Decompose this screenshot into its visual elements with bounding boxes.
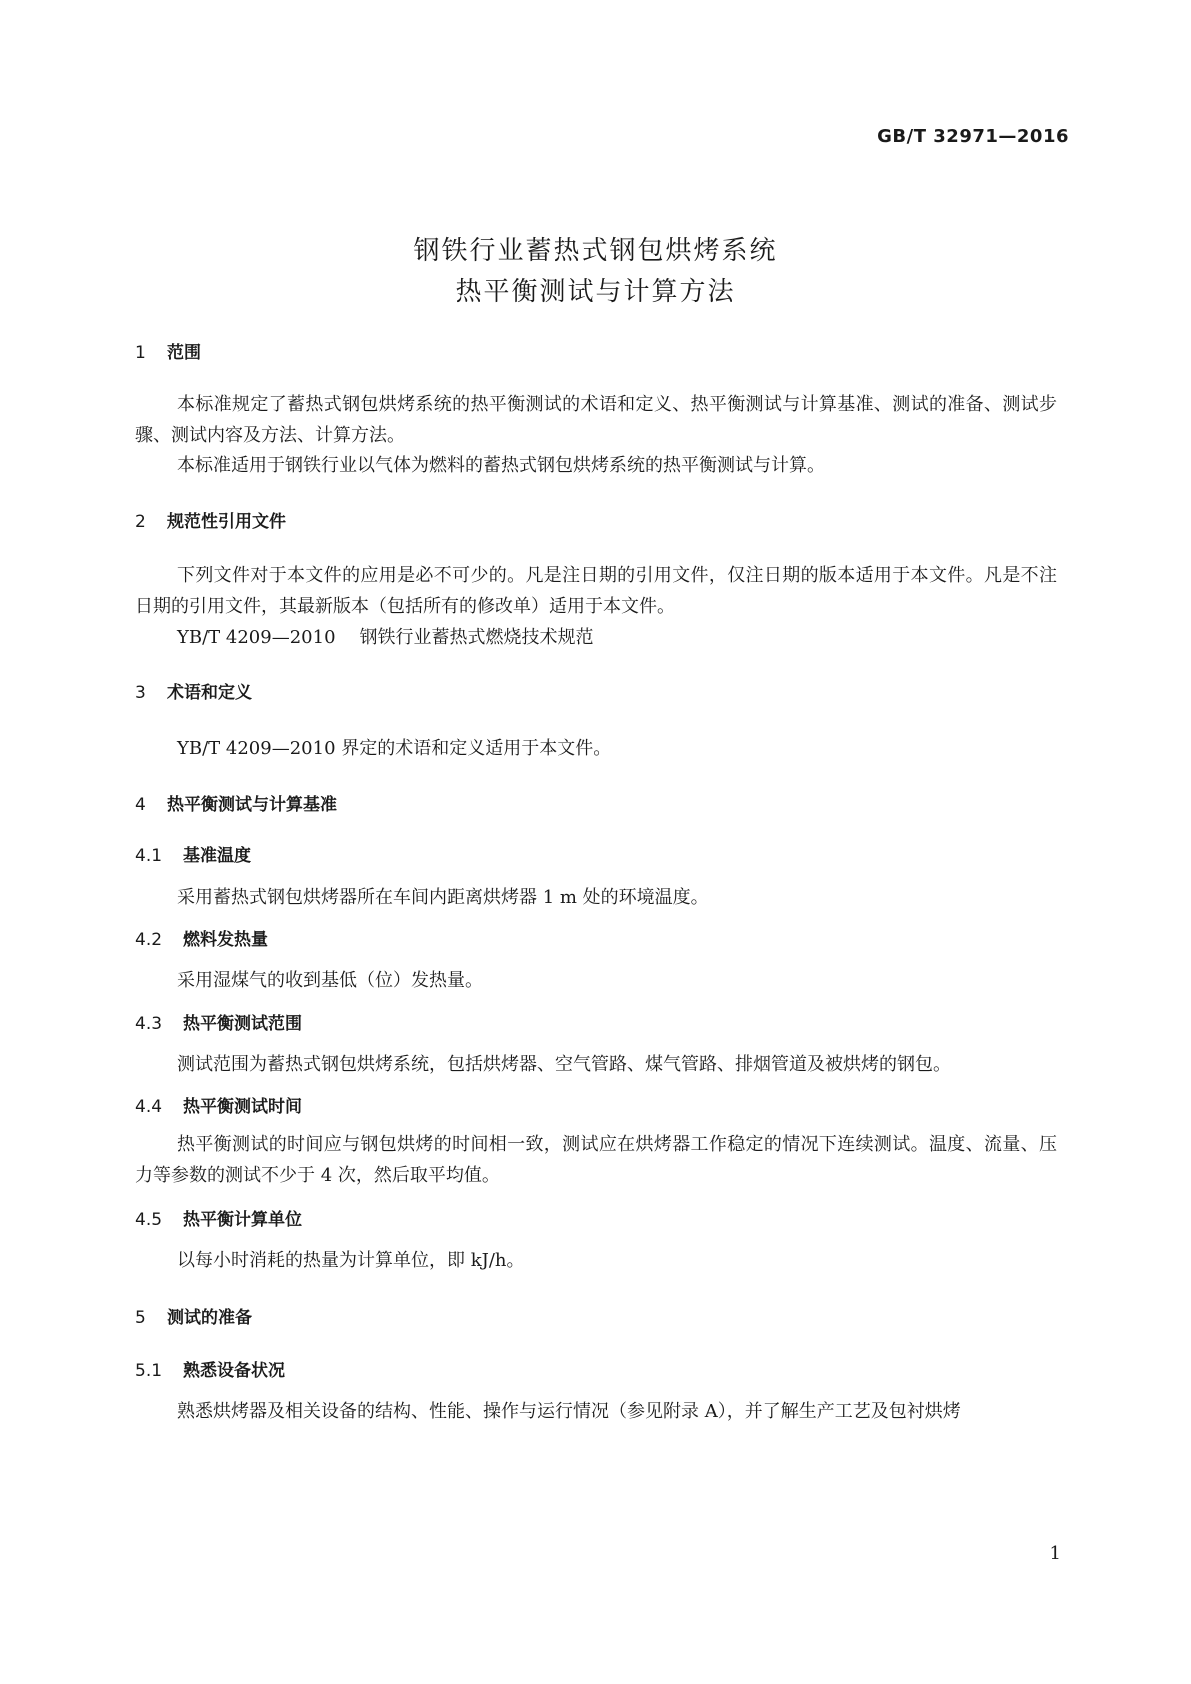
subsection-title: 热平衡测试时间	[183, 1097, 302, 1117]
subsection-title: 熟悉设备状况	[183, 1361, 285, 1381]
subsection-title: 基准温度	[183, 846, 251, 866]
subsection-4-5-heading	[135, 1205, 302, 1230]
subsection-4-2-heading	[135, 925, 268, 950]
section-5-heading	[135, 1303, 252, 1328]
subsection-5-1-heading	[135, 1356, 285, 1381]
section-title: 范围	[167, 343, 201, 363]
subsection-number: 4.4	[135, 1097, 163, 1117]
normative-reference	[177, 623, 594, 649]
subsection-number: 4.2	[135, 930, 163, 950]
section-title: 规范性引用文件	[167, 512, 286, 532]
section-1-paragraph-2: 本标准适用于钢铁行业以气体为燃料的蓄热式钢包烘烤系统的热平衡测试与计算。	[177, 455, 825, 476]
subsection-title: 热平衡测试范围	[183, 1014, 302, 1034]
document-title-line-2: 热平衡测试与计算方法	[455, 277, 736, 307]
page-number: 1	[1049, 1543, 1061, 1564]
section-title: 热平衡测试与计算基准	[167, 795, 337, 815]
reference-title: 钢铁行业蓄热式燃烧技术规范	[359, 627, 594, 648]
section-number: 2	[135, 512, 146, 532]
subsection-4-3-heading	[135, 1009, 302, 1034]
section-1-heading	[135, 338, 201, 363]
subsection-4-1-heading	[135, 841, 251, 866]
subsection-number: 5.1	[135, 1361, 163, 1381]
subsection-4-5-text: 以每小时消耗的热量为计算单位，即 kJ/h。	[177, 1250, 525, 1271]
section-2-paragraph-1: 下列文件对于本文件的应用是必不可少的。凡是注日期的引用文件，仅注日期的版本适用于本文件。凡是不注日期的引用文件，其最新版本（包括所有的修改单）适用于本文件。	[135, 565, 1057, 617]
subsection-4-1-text: 采用蓄热式钢包烘烤器所在车间内距离烘烤器 1 m 处的环境温度。	[177, 887, 709, 908]
section-number: 1	[135, 343, 146, 363]
standard-code: GB/T 32971—2016	[877, 126, 1069, 147]
section-title: 测试的准备	[167, 1308, 252, 1328]
section-3-paragraph-1: YB/T 4209—2010 界定的术语和定义适用于本文件。	[177, 738, 612, 759]
section-number: 4	[135, 795, 146, 815]
subsection-title: 燃料发热量	[183, 930, 268, 950]
document-title-line-1: 钢铁行业蓄热式钢包烘烤系统	[413, 236, 778, 266]
subsection-4-2-text: 采用湿煤气的收到基低（位）发热量。	[177, 970, 483, 991]
subsection-4-4-heading	[135, 1092, 302, 1117]
subsection-number: 4.3	[135, 1014, 163, 1034]
subsection-4-3-text: 测试范围为蓄热式钢包烘烤系统，包括烘烤器、空气管路、煤气管路、排烟管道及被烘烤的钢包。	[177, 1054, 951, 1075]
section-4-heading	[135, 790, 337, 815]
subsection-number: 4.5	[135, 1210, 163, 1230]
subsection-title: 热平衡计算单位	[183, 1210, 302, 1230]
section-number: 3	[135, 683, 146, 703]
section-title: 术语和定义	[167, 683, 252, 703]
reference-code: YB/T 4209—2010	[177, 627, 336, 648]
section-2-heading	[135, 507, 286, 532]
section-1-paragraph-1: 本标准规定了蓄热式钢包烘烤系统的热平衡测试的术语和定义、热平衡测试与计算基准、测试的准备、测试步骤、测试内容及方法、计算方法。	[135, 394, 1057, 446]
subsection-5-1-text: 熟悉烘烤器及相关设备的结构、性能、操作与运行情况（参见附录 A），并了解生产工艺及包衬烘烤	[177, 1401, 961, 1422]
section-3-heading	[135, 678, 252, 703]
section-number: 5	[135, 1308, 146, 1328]
subsection-4-4-text: 热平衡测试的时间应与钢包烘烤的时间相一致，测试应在烘烤器工作稳定的情况下连续测试。温度、流量、压力等参数的测试不少于 4 次，然后取平均值。	[135, 1134, 1057, 1186]
subsection-number: 4.1	[135, 846, 163, 866]
